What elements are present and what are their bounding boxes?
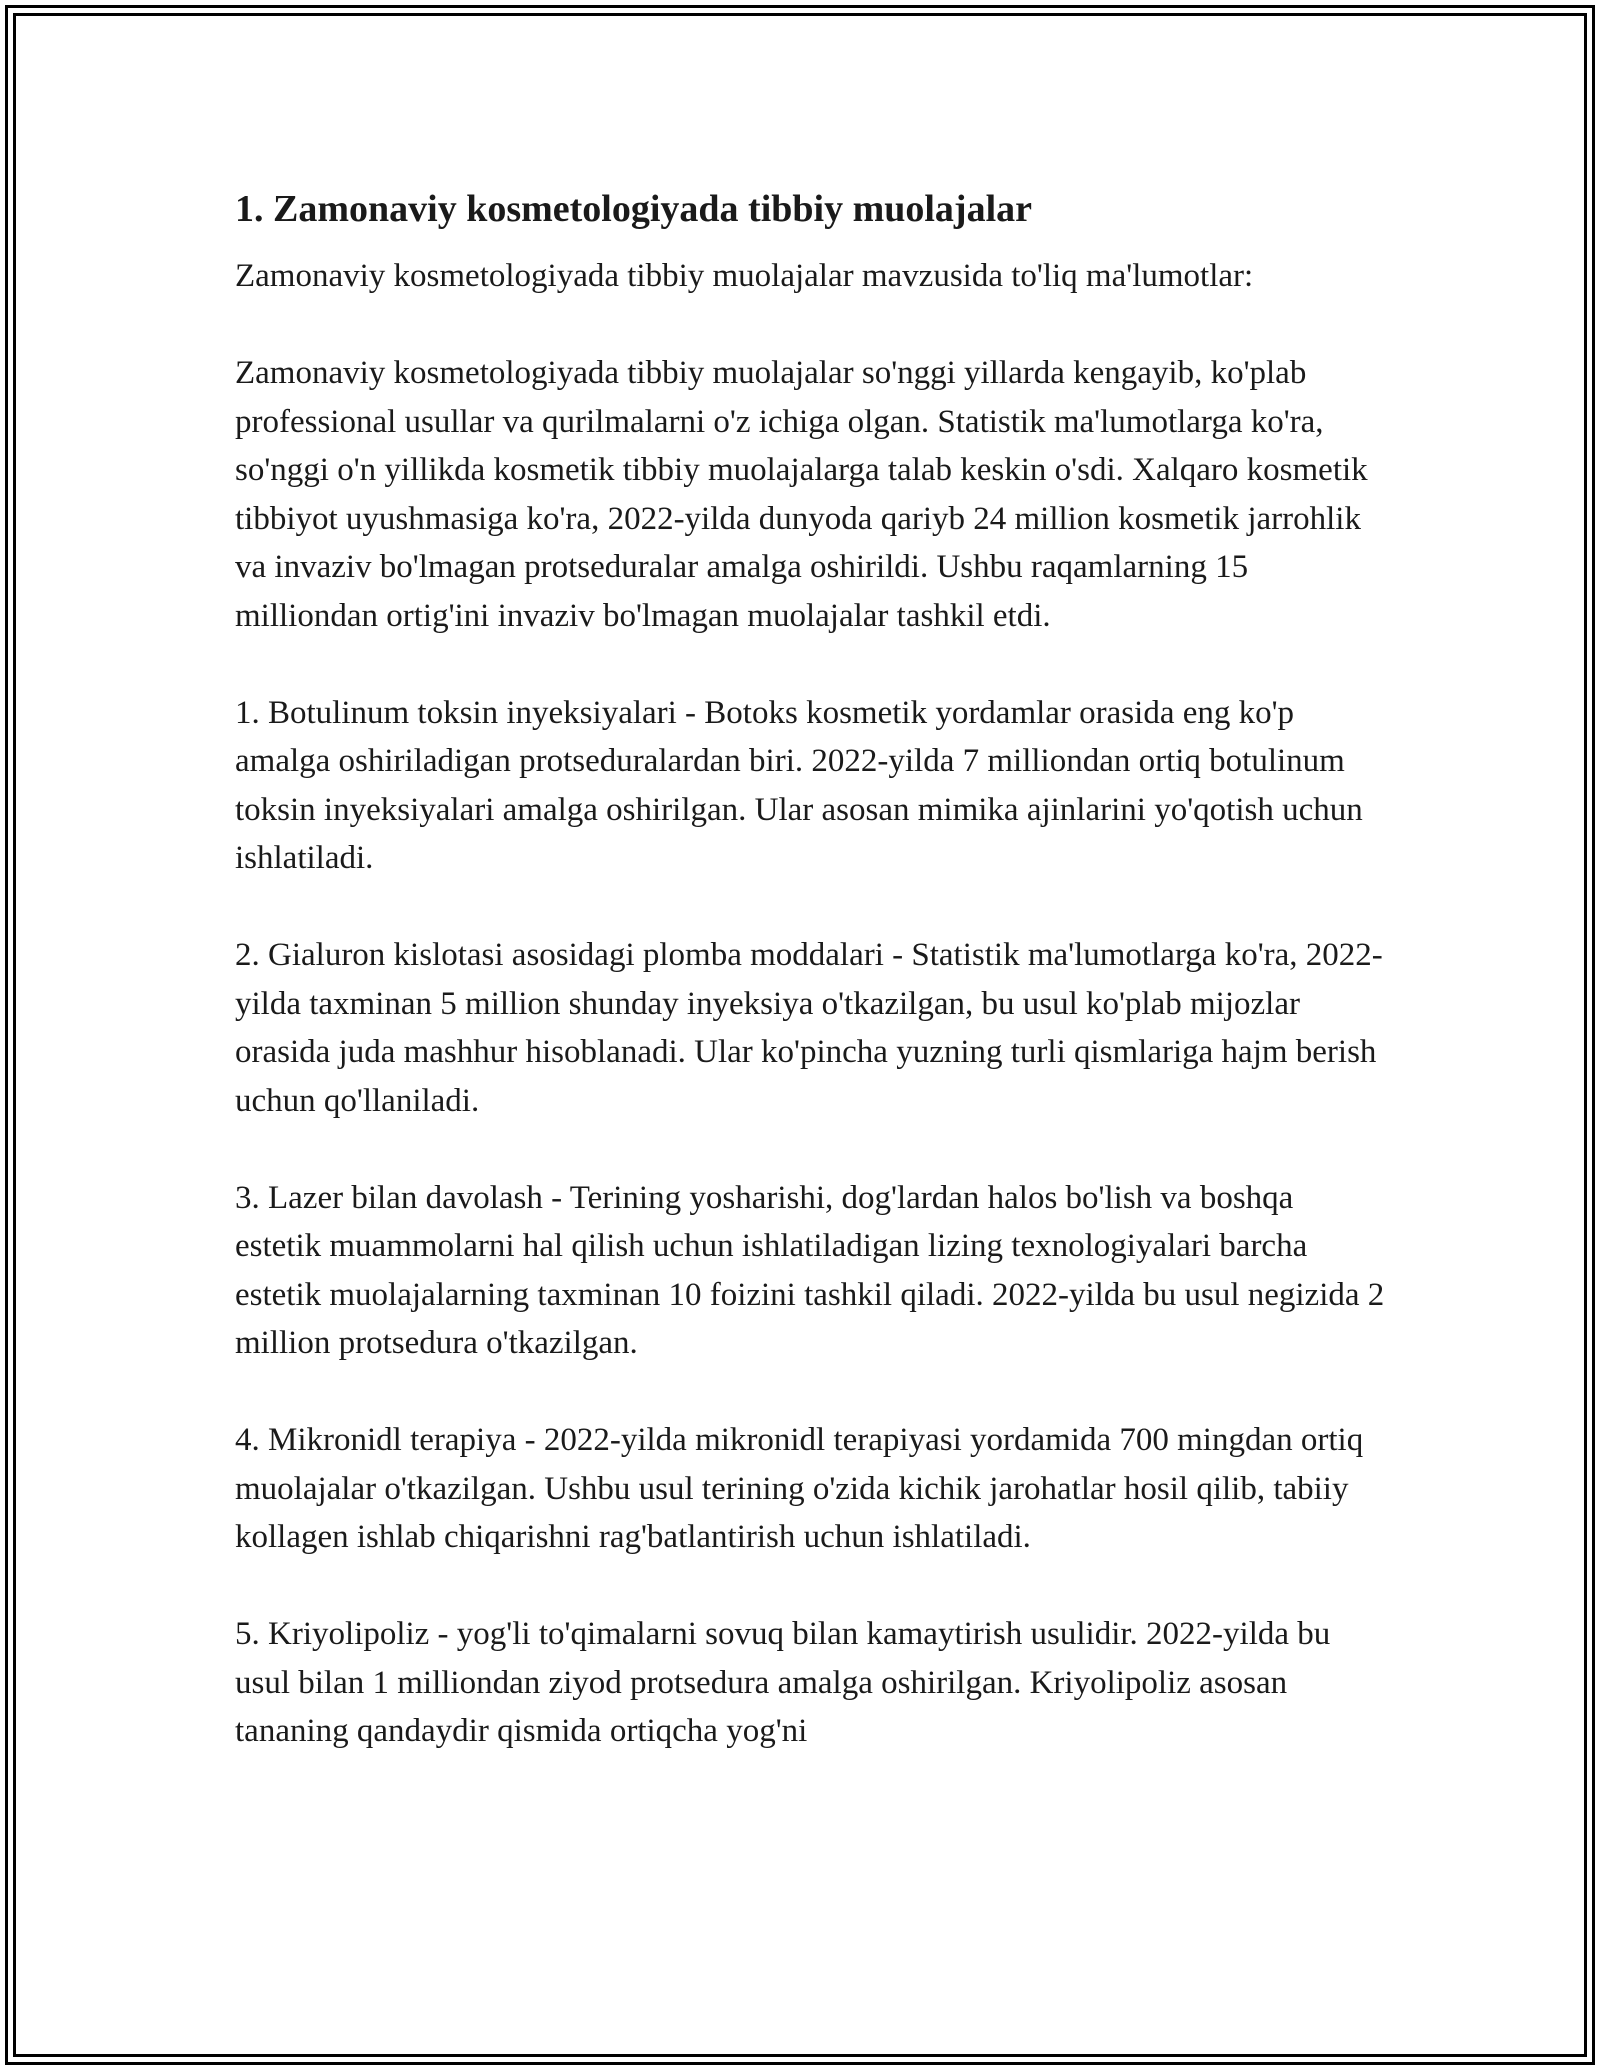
list-item-microneedle: 4. Mikronidl terapiya - 2022-yilda mikronidl terapiyasi yordamida 700 mingdan ortiq muolajalar o'tkazilgan. Ushbu usul terining o'zida kichik jarohatlar hosil qilib, tabiiy kollagen ishlab chiqarishni rag'batlantirish uchun ishlatiladi.	[235, 1422, 1364, 1556]
intro-paragraph: Zamonaviy kosmetologiyada tibbiy muolajalar mavzusida to'liq ma'lumotlar:	[235, 258, 1254, 295]
document-body	[235, 185, 1385, 1804]
list-item-hyaluronic: 2. Gialuron kislotasi asosidagi plomba moddalari - Statistik ma'lumotlarga ko'ra, 2022-yilda taxminan 5 million shunday inyeksiya o'tkazilgan, bu usul ko'plab mijozlar orasida juda mashhur hisoblanadi. Ular ko'pincha yuzning turli qismlariga hajm berish uchun qo'llaniladi.	[235, 937, 1383, 1119]
list-item-laser: 3. Lazer bilan davolash - Terining yosharishi, dog'lardan halos bo'lish va boshqa estetik muammolarni hal qilish uchun ishlatiladigan lizing texnologiyalari barcha estetik muolajalarning taxminan 10 foizini tashkil qiladi. 2022-yilda bu usul negizida 2 million protsedura o'tkazilgan.	[235, 1179, 1385, 1362]
list-item-botulinum: 1. Botulinum toksin inyeksiyalari - Botoks kosmetik yordamlar orasida eng ko'p amalga oshiriladigan protseduralardan biri. 2022-yilda 7 milliondan ortiq botulinum toksin inyeksiyalari amalga oshirilgan. Ular asosan mimika ajinlarini yo'qotish uchun ishlatiladi.	[235, 694, 1363, 877]
document-title: 1. Zamonaviy kosmetologiyada tibbiy muolajalar	[235, 188, 1032, 230]
list-item-cryolipolysis: 5. Kriyolipoliz - yog'li to'qimalarni sovuq bilan kamaytirish usulidir. 2022-yilda bu usul bilan 1 milliondan ziyod protsedura amalga oshirilgan. Kriyolipoliz asosan tananing qandaydir qismida ortiqcha yog'ni	[235, 1616, 1331, 1750]
overview-paragraph: Zamonaviy kosmetologiyada tibbiy muolajalar so'nggi yillarda kengayib, ko'plab professional usullar va qurilmalarni o'z ichiga olgan. Statistik ma'lumotlarga ko'ra, so'nggi o'n yillikda kosmetik tibbiy muolajalarga talab keskin o'sdi. Xalqaro kosmetik tibbiyot uyushmasiga ko'ra, 2022-yilda dunyoda qariyb 24 million kosmetik jarrohlik va invaziv bo'lmagan protseduralar amalga oshirildi. Ushbu raqamlarning 15 milliondan ortig'ini invaziv bo'lmagan muolajalar tashkil etdi.	[235, 355, 1368, 634]
